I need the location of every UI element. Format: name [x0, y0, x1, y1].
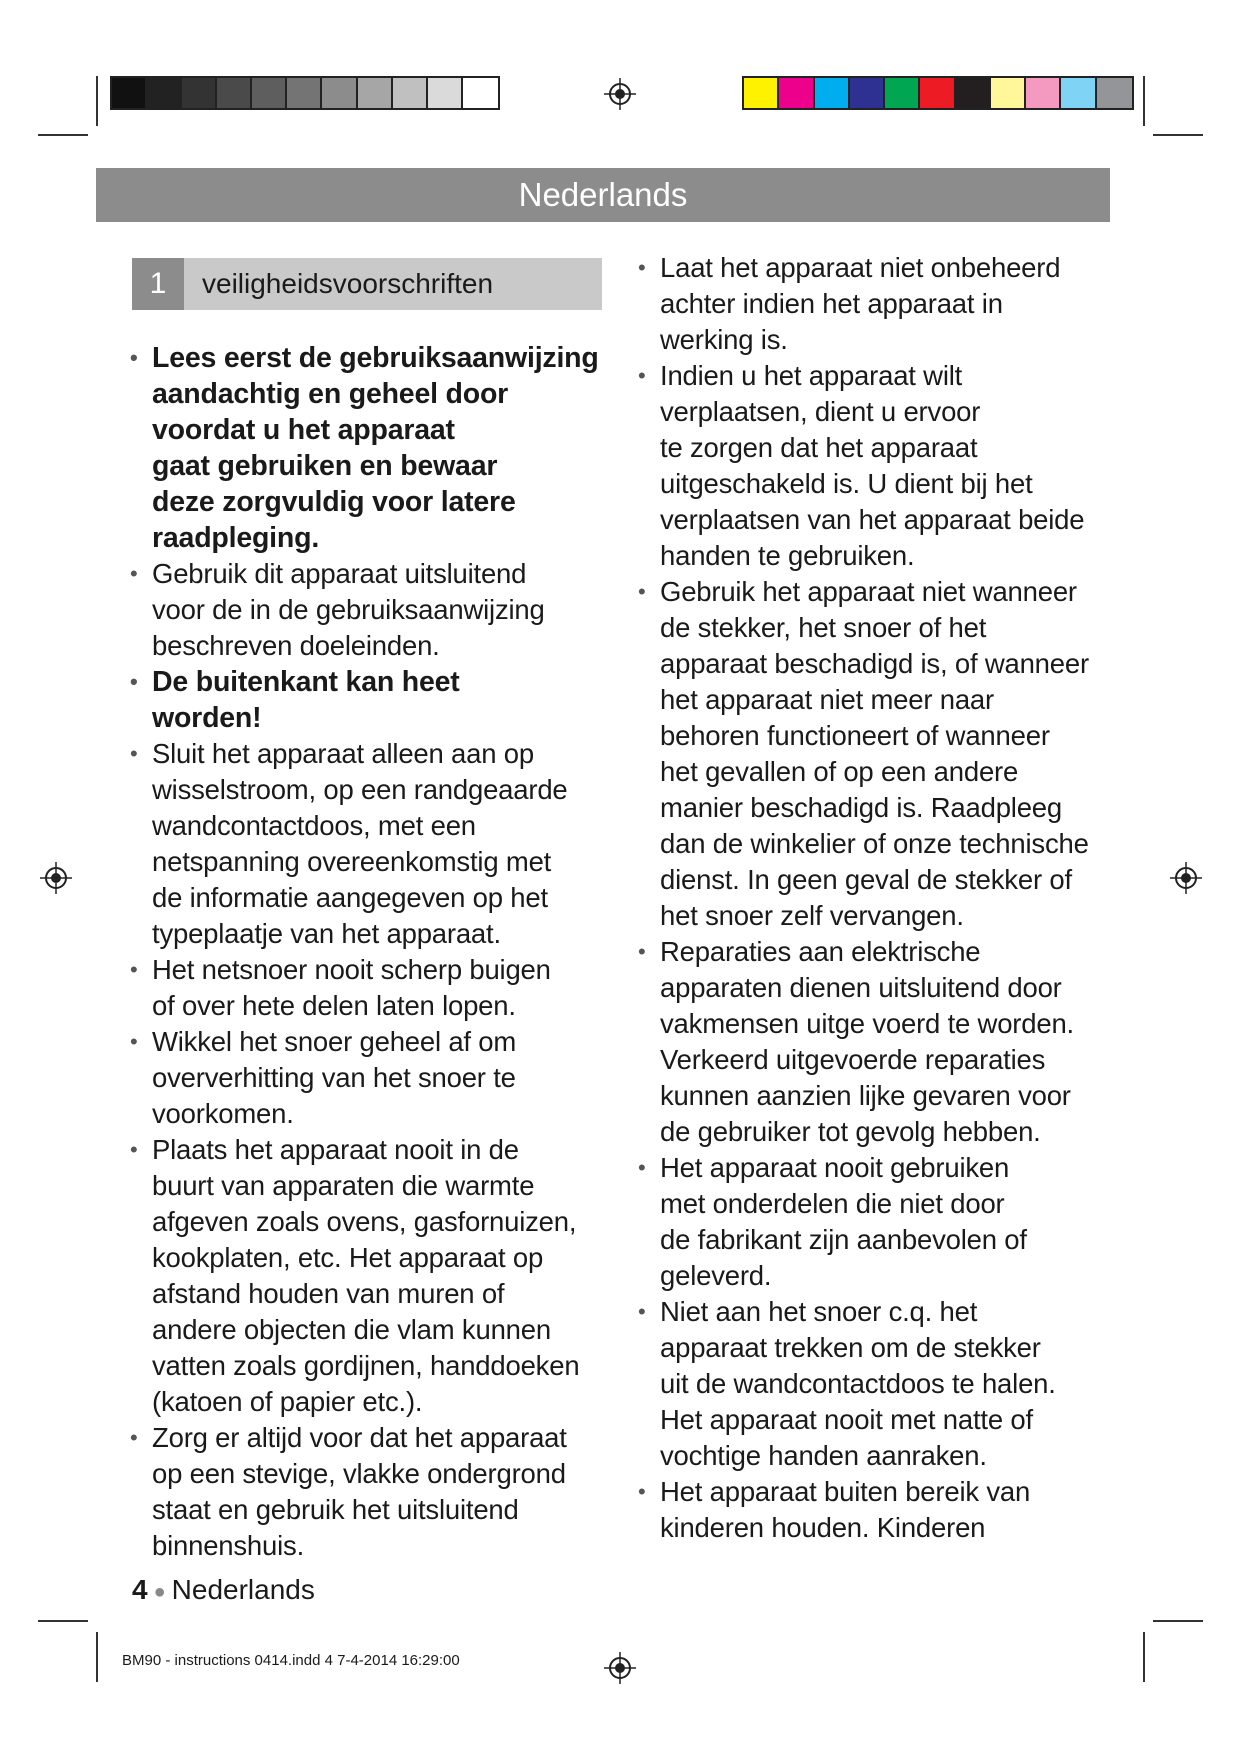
list-item-text: Plaats het apparaat nooit in de buurt van apparaten die warmte afgeven zoals ovens, gasfornuizen, kookplaten, etc. Het apparaat op afstand houden van muren of andere objecten die vlam kunnen vatten zoals gordijnen, handdoeken (katoen of papier etc.). — [152, 1134, 580, 1417]
list-item-text: Indien u het apparaat wilt verplaatsen, dient u ervoor te zorgen dat het apparaat uitgeschakeld is. U dient bij het verplaatsen van het apparaat beide handen te gebruiken. — [660, 360, 1085, 571]
color-swatch — [991, 78, 1026, 108]
list-item-text: Gebruik het apparaat niet wanneer de stekker, het snoer of het apparaat beschadigd is, of wanneer het apparaat niet meer naar behoren functioneert of wanneer het gevallen of op een andere manier beschadigd is. Raadpleeg dan de winkelier of onze technische dienst. In geen geval de stekker of het snoer zelf vervangen. — [660, 576, 1089, 931]
list-item-text: Wikkel het snoer geheel af om oververhitting van het snoer te voorkomen. — [152, 1026, 517, 1129]
language-header: Nederlands — [96, 168, 1110, 222]
list-item — [128, 340, 608, 556]
safety-list-right — [636, 250, 1116, 1546]
footer-language: Nederlands — [171, 1574, 315, 1605]
list-item-text: Zorg er altijd voor dat het apparaat op een stevige, vlakke ondergrond staat en gebruik het uitsluitend binnenshuis. — [152, 1422, 567, 1561]
list-item — [636, 934, 1116, 1150]
color-swatch — [885, 78, 920, 108]
bullet-icon: • — [638, 579, 646, 604]
bullet-icon: • — [130, 345, 138, 370]
bullet-icon: • — [638, 939, 646, 964]
page-footer — [132, 1572, 315, 1610]
color-swatch — [217, 78, 252, 108]
crop-mark — [96, 1632, 98, 1682]
color-swatch — [920, 78, 955, 108]
list-item — [636, 1474, 1116, 1546]
crop-mark — [96, 76, 98, 126]
list-item-text: Het apparaat buiten bereik van kinderen houden. Kinderen — [660, 1476, 1031, 1543]
crop-mark — [38, 134, 88, 136]
crop-mark — [1143, 76, 1145, 126]
color-swatch — [850, 78, 885, 108]
registration-mark-icon — [604, 1652, 636, 1684]
color-swatch — [147, 78, 182, 108]
list-item — [128, 1132, 608, 1420]
list-item — [636, 358, 1116, 574]
crop-mark — [38, 1620, 88, 1622]
color-swatch — [358, 78, 393, 108]
color-swatch — [393, 78, 428, 108]
color-swatch — [1026, 78, 1061, 108]
list-item-text: Niet aan het snoer c.q. het apparaat trekken om de stekker uit de wandcontactdoos te halen. Het apparaat nooit met natte of vochtige handen aanraken. — [660, 1296, 1056, 1471]
crop-mark — [1153, 134, 1203, 136]
list-item-text: Reparaties aan elektrische apparaten dienen uitsluitend door vakmensen uitge voerd te worden. Verkeerd uitgevoerde reparaties kunnen aanzien lijke gevaren voor de gebruiker tot gevolg hebben. — [660, 936, 1074, 1147]
registration-mark-icon — [40, 862, 72, 894]
bullet-icon: • — [638, 1155, 646, 1180]
color-swatch — [252, 78, 287, 108]
color-swatch — [779, 78, 814, 108]
bullet-icon: • — [130, 1425, 138, 1450]
bullet-icon: • — [130, 957, 138, 982]
list-item — [128, 1024, 608, 1132]
list-item — [636, 1294, 1116, 1474]
crop-mark — [1153, 1620, 1203, 1622]
grayscale-calibration-bar — [110, 76, 500, 110]
list-item-text: Laat het apparaat niet onbeheerd achter indien het apparaat in werking is. — [660, 252, 1061, 355]
list-item — [128, 556, 608, 664]
list-item-text: Het apparaat nooit gebruiken met onderdelen die niet door de fabrikant zijn aanbevolen of geleverd. — [660, 1152, 1027, 1291]
bullet-icon: • — [638, 363, 646, 388]
section-heading — [132, 258, 602, 310]
color-swatch — [182, 78, 217, 108]
list-item — [128, 1420, 608, 1564]
left-column — [128, 340, 608, 1564]
list-item — [636, 574, 1116, 934]
bullet-icon: • — [638, 1299, 646, 1324]
bullet-icon: • — [130, 1029, 138, 1054]
print-file-info: BM90 - instructions 0414.indd 4 7-4-2014 16:29:00 — [122, 1652, 460, 1669]
safety-list-left — [128, 340, 608, 1564]
list-item-text: Gebruik dit apparaat uitsluitend voor de in de gebruiksaanwijzing beschreven doeleinden. — [152, 558, 545, 661]
color-swatch — [322, 78, 357, 108]
color-swatch — [287, 78, 322, 108]
bullet-separator: ● — [153, 1580, 166, 1603]
list-item — [128, 736, 608, 952]
page-number: 4 — [132, 1574, 148, 1605]
list-item-text: Het netsnoer nooit scherp buigen of over hete delen laten lopen. — [152, 954, 551, 1021]
list-item — [636, 1150, 1116, 1294]
bullet-icon: • — [130, 669, 138, 694]
list-item-text: De buitenkant kan heet worden! — [152, 666, 460, 734]
registration-mark-icon — [1170, 862, 1202, 894]
color-swatch — [815, 78, 850, 108]
bullet-icon: • — [638, 1479, 646, 1504]
bullet-icon: • — [130, 741, 138, 766]
bullet-icon: • — [130, 561, 138, 586]
section-number: 1 — [132, 258, 184, 310]
right-column — [636, 250, 1116, 1546]
list-item — [636, 250, 1116, 358]
color-swatch — [744, 78, 779, 108]
list-item-text: Lees eerst de gebruiksaanwijzing aandachtig en geheel door voordat u het apparaat gaat gebruiken en bewaar deze zorgvuldig voor latere raadpleging. — [152, 342, 599, 554]
list-item-text: Sluit het apparaat alleen aan op wisselstroom, op een randgeaarde wandcontactdoos, met een netspanning overeenkomstig met de informatie aangegeven op het typeplaatje van het apparaat. — [152, 738, 568, 949]
color-swatch — [956, 78, 991, 108]
bullet-icon: • — [638, 255, 646, 280]
list-item — [128, 952, 608, 1024]
color-swatch — [1097, 78, 1132, 108]
color-swatch — [112, 78, 147, 108]
registration-mark-icon — [604, 78, 636, 110]
color-swatch — [1061, 78, 1096, 108]
color-swatch — [463, 78, 498, 108]
color-calibration-bar — [742, 76, 1134, 110]
crop-mark — [1143, 1632, 1145, 1682]
bullet-icon: • — [130, 1137, 138, 1162]
list-item — [128, 664, 608, 736]
color-swatch — [428, 78, 463, 108]
section-title: veiligheidsvoorschriften — [202, 268, 494, 299]
